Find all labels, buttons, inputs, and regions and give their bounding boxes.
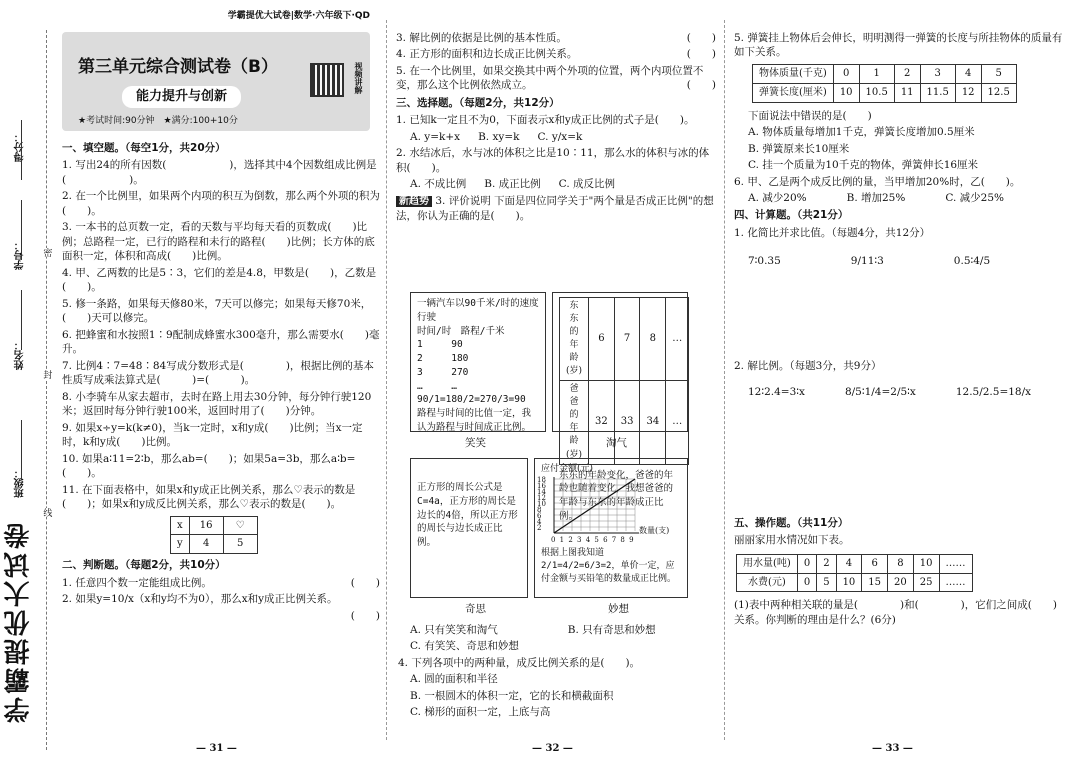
trend-badge: 新趋势 [396,196,432,207]
question: 2. 在一个比例里，如果两个内项的积互为倒数，那么两个外项的积为( )。 [62,190,380,217]
table-cell: 4 [955,64,981,83]
table-cell: 爸爸的年龄(岁) [560,381,589,464]
judge-text: 3. 解比例的依据是比例的基本性质。 [396,32,567,44]
table-cell: 物体质量(千克) [753,64,834,83]
answer-paren[interactable]: ( ) [350,576,380,589]
choice-question: 2. 水结冰后，水与冰的体积之比是10∶11，那么水的体积与冰的体积( )。 [396,147,710,174]
section-fill-blank: 一、填空题。（每空1分，共20分） [62,142,226,154]
table-cell: 8 [640,298,666,381]
table-cell: 10.5 [859,83,894,102]
y-tick: 16 [537,482,546,490]
option-a[interactable]: A. y=k+x [410,130,461,143]
answer-paren[interactable]: ( ) [350,609,380,622]
choice-options [396,130,716,144]
calc-question: 2. 解比例。（每题3分，共9分） [734,359,882,372]
y-tick: 4 [537,518,542,526]
section-calc: 四、计算题。（共21分） [734,209,849,222]
choice-question: 6. 甲、乙是两个成反比例的量，当甲增加20%时，乙( )。 [734,175,1021,188]
table-cell: 20 [888,573,914,592]
table-cell: 水费(元) [737,573,798,592]
cut-mark-1: 密 [41,248,52,257]
option-c[interactable]: C. 挂一个质量为10千克的物体，弹簧伸长16厘米 [748,159,979,172]
section-operation: 五、操作题。（共11分） [734,516,849,529]
choice-question: 4. 下列各项中的两种量，成反比例关系的是( )。 [398,656,641,669]
table-cell: x [171,516,190,535]
table-cell: 6 [589,298,615,381]
exam-title: 第三单元综合测试卷（B） [78,57,278,77]
judge-question [62,592,380,606]
option-c[interactable]: C. 减少25% [945,191,1005,204]
question: 6. 把蜂蜜和水按照1∶9配制成蜂蜜水300毫升，那么需要水( )毫升。 [62,328,380,356]
option-a[interactable]: A. 减少20% [748,191,807,204]
question-text: 3. 评价说明 下面是四位同学关于"两个量是否成正比例"的想法，你认为正确的是( )。 [396,194,714,222]
expression: 9/11∶3 [850,255,884,268]
table-cell: 15 [862,573,888,592]
section-choice: 三、选择题。（每题2分，共12分） [396,96,560,109]
spring-table [752,64,1017,103]
option-a[interactable]: A. 只有笑笑和淘气 [410,624,498,636]
table-cell: 3 [920,64,955,83]
name-line [21,290,22,350]
y-tick: 8 [537,506,542,514]
table-cell: 10 [833,83,859,102]
heart-cell: ♡ [223,516,257,535]
price-line [554,479,635,533]
calc-expressions [734,385,1064,399]
x-axis-label: 数量(支) [639,526,670,535]
question: 9. 如果x÷y=k(k≠0)，当k一定时，x和y成( )比例；当x一定时，k和y成( )比例。 [62,421,363,449]
table-cell: 5 [981,64,1016,83]
answer-paren[interactable]: ( ) [686,48,716,61]
option-b[interactable]: B. 成正比例 [484,178,541,191]
table-cell: … [666,381,689,464]
table-cell: … [666,298,689,381]
exam-header [62,11,370,131]
taoqi-text: 东东的年龄变化，爸爸的年龄也随着变化，我想爸爸的年龄与东东的年龄成正比例。 [559,469,674,522]
expression: 7∶0.35 [748,255,781,268]
table-cell: 2 [817,554,836,573]
table-cell: 用水量(吨) [737,554,798,573]
question: 8. 小李骑车从家去超市，去时在路上用去30分钟，每分钟行驶120米；返回时每分钟行驶100米，返回时用了( )分钟。 [62,390,372,418]
judge-text: 1. 任意四个数一定能组成比例。 [62,576,212,589]
question: 3. 一本书的总页数一定，看的天数与平均每天看的页数成( )比例；总路程一定，已行的路程和未行的路程( )比例；长方体的底面积一定，体积和高成( )比例。 [62,221,375,263]
answer-paren[interactable]: ( ) [686,32,716,44]
column-divider [386,20,387,740]
table-cell: 6 [862,554,888,573]
judge-question [396,47,716,61]
answer-paren[interactable]: ( ) [686,79,716,92]
calc-question: 1. 化简比并求比值。（每题4分，共12分） [734,226,931,239]
table-cell: y [171,535,190,554]
exam-meta: ★考试时间:90分钟 ★满分:100+10分 [78,116,238,126]
water-table [736,554,973,593]
class-label: 班级： [15,468,26,498]
brand-vertical: 学霸提优大试卷 [4,520,34,723]
y-tick: 18 [537,476,546,484]
question: 4. 甲、乙两数的比是5∶3，它们的差是4.8，甲数是( )，乙数是( )。 [62,266,377,294]
cut-mark-2: 封 [41,370,52,379]
question: 1. 写出24的所有因数( )，选择其中4个因数组成比例是( )。 [62,159,377,186]
option-a[interactable]: A. 圆的面积和半径 [410,673,498,686]
option-b[interactable]: B. 弹簧原来长10厘米 [748,142,850,155]
choice-options [734,191,1064,205]
option-c[interactable]: C. y/x=k [537,130,583,143]
table-cell: 0 [833,64,859,83]
judge-text: 4. 正方形的面积和边长成正比例关系。 [396,48,578,61]
question-text: 丽丽家用水情况如下表。 [734,534,850,547]
page-number: — 32 — [532,743,573,754]
table-cell: 25 [913,573,939,592]
x-ticks: 0 1 2 3 4 5 6 7 8 9 [551,536,634,544]
y-tick: 12 [537,494,546,502]
binding-strip [0,0,58,773]
operation-question: (1)表中两种相关联的量是( )和( )，它们之间成( )关系。你判断的理由是什么？(6分) [734,599,1057,626]
table-cell: 12 [955,83,981,102]
table-cell: 2 [894,64,920,83]
table-cell: 1 [859,64,894,83]
column-3 [734,30,1064,773]
option-b[interactable]: B. 增加25% [846,191,906,204]
table-cell: 0 [797,554,816,573]
table-cell: 5 [817,573,836,592]
table-cell: 32 [589,381,615,464]
expression: 0.5∶4/5 [953,255,991,268]
expression: 8/5∶1/4=2/5∶x [844,386,916,399]
cut-mark-3: 线 [41,508,52,517]
option-b[interactable]: B. 只有奇思和妙想 [567,624,656,636]
judge-question [396,64,716,93]
option-b[interactable]: B. 一根圆木的体积一定，它的长和横截面积 [410,689,614,702]
question: 10. 如果a∶11=2∶b，那么ab=( )；如果5a=3b，那么a∶b=( )。 [62,452,356,480]
y-tick: 14 [537,488,546,496]
exam-subtitle: 能力提升与创新 [122,86,241,108]
expression: 12∶2.4=3∶x [748,386,805,399]
table-cell: 0 [797,573,816,592]
miaoxiang-text: 根据上图我知道2/1=4/2=6/3=2，单价一定，应付金额与买铅笔的数量成正比例。 [541,548,677,585]
judge-question [396,31,716,45]
student-name: 笑笑 [465,437,486,449]
page-number: — 31 — [196,743,237,754]
choice-options [396,177,716,191]
student-id-line [21,200,22,260]
judge-question [62,576,380,590]
calc-expressions [734,254,1064,268]
option-c[interactable]: C. 有笑笑、奇思和妙想 [410,640,519,653]
option-c[interactable]: C. 梯形的面积一定，上底与高 [410,706,551,719]
student-id-label: 学号： [15,240,26,270]
xiaoxiao-box: 一辆汽车以90千米/时的速度行驶 时间/时 路程/千米 1 90 2 180 3 270 … … 90/1=180/2=270/3=90 路程与时间的比值一定，我认为路程与时间成正比例。 [410,292,546,432]
column-divider [724,20,725,740]
student-name: 奇思 [465,603,486,615]
student-name: 淘气 [606,437,627,449]
column-1 [62,138,380,773]
table-cell: 33 [614,381,640,464]
table-cell: 4 [189,535,223,554]
judge-text: 2. 如果y=10/x（x和y均不为0），那么x和y成正比例关系。 [62,593,338,606]
y-ticks [537,477,546,531]
xy-table [170,516,258,555]
question: 11. 在下面表格中，如果x和y成正比例关系，那么♡表示的数是( )；如果x和y成反比例关系，那么♡表示的数是( )。 [62,483,356,511]
table-cell: 10 [913,554,939,573]
table-cell: 16 [189,516,223,535]
class-line [21,420,22,480]
option-b[interactable]: B. xy=k [478,130,520,143]
page-number: — 33 — [872,743,913,754]
table-cell: 7 [614,298,640,381]
choice-question: 1. 已知k一定且不为0，下面表示x和y成正比例的式子是( )。 [396,114,695,127]
expression: 12.5/2.5=18/x [955,386,1032,399]
table-cell: 10 [836,573,862,592]
table-cell: 34 [640,381,666,464]
table-cell: 5 [223,535,257,554]
table-cell: …… [939,554,972,573]
table-cell: …… [939,573,972,592]
y-tick: 6 [537,512,542,520]
qisi-box: 正方形的周长公式是C=4a，正方形的周长是边长的4倍，所以正方形的周长与边长成正比例。 [410,458,528,598]
question: 7. 比例4∶7=48∶84写成分数形式是( )，根据比例的基本性质写成乘法算式是( )=( )。 [62,359,374,387]
choice-options [410,623,710,637]
score-label: 得分： [15,132,26,162]
fold-line [46,30,47,750]
option-c[interactable]: C. 成反比例 [558,178,616,191]
table-cell: 4 [836,554,862,573]
option-a[interactable]: A. 不成比例 [410,178,467,191]
table-cell: 11.5 [920,83,955,102]
score-line [21,120,22,180]
judge-text: 5. 在一个比例里，如果交换其中两个外项的位置，两个内项位置不变，那么这个比例依然成立。 [396,64,704,92]
table-cell: 东东的年龄(岁) [560,298,589,381]
section-judge: 二、判断题。（每题2分，共10分） [62,559,226,572]
y-tick: 10 [537,500,546,508]
option-a[interactable]: A. 物体质量每增加1千克，弹簧长度增加0.5厘米 [748,126,975,139]
qr-note: 视频讲解 [354,62,364,94]
student-name: 妙想 [608,603,629,615]
choice-question: 5. 弹簧挂上物体后会伸长，明明测得一弹簧的长度与所挂物体的质量有如下关系。 [734,32,1063,59]
question-text: 下面说法中错误的是( ) [748,109,872,122]
question: 5. 修一条路，如果每天修80米，7天可以修完；如果每天修70米，( )天可以修完。 [62,297,372,325]
table-cell: 弹簧长度(厘米) [753,83,834,102]
qr-code-icon[interactable] [310,63,344,97]
table-cell: 11 [894,83,920,102]
y-tick: 2 [537,524,542,532]
table-cell: 12.5 [981,83,1016,102]
graph-title: 应付金额(元) [541,464,594,474]
choice-question [396,194,716,223]
name-label: 姓名： [15,340,26,370]
table-cell: 8 [888,554,914,573]
series-tag: 学霸提优大试卷|数学·六年级下·QD [227,11,370,21]
miaoxiang-box [534,458,688,598]
